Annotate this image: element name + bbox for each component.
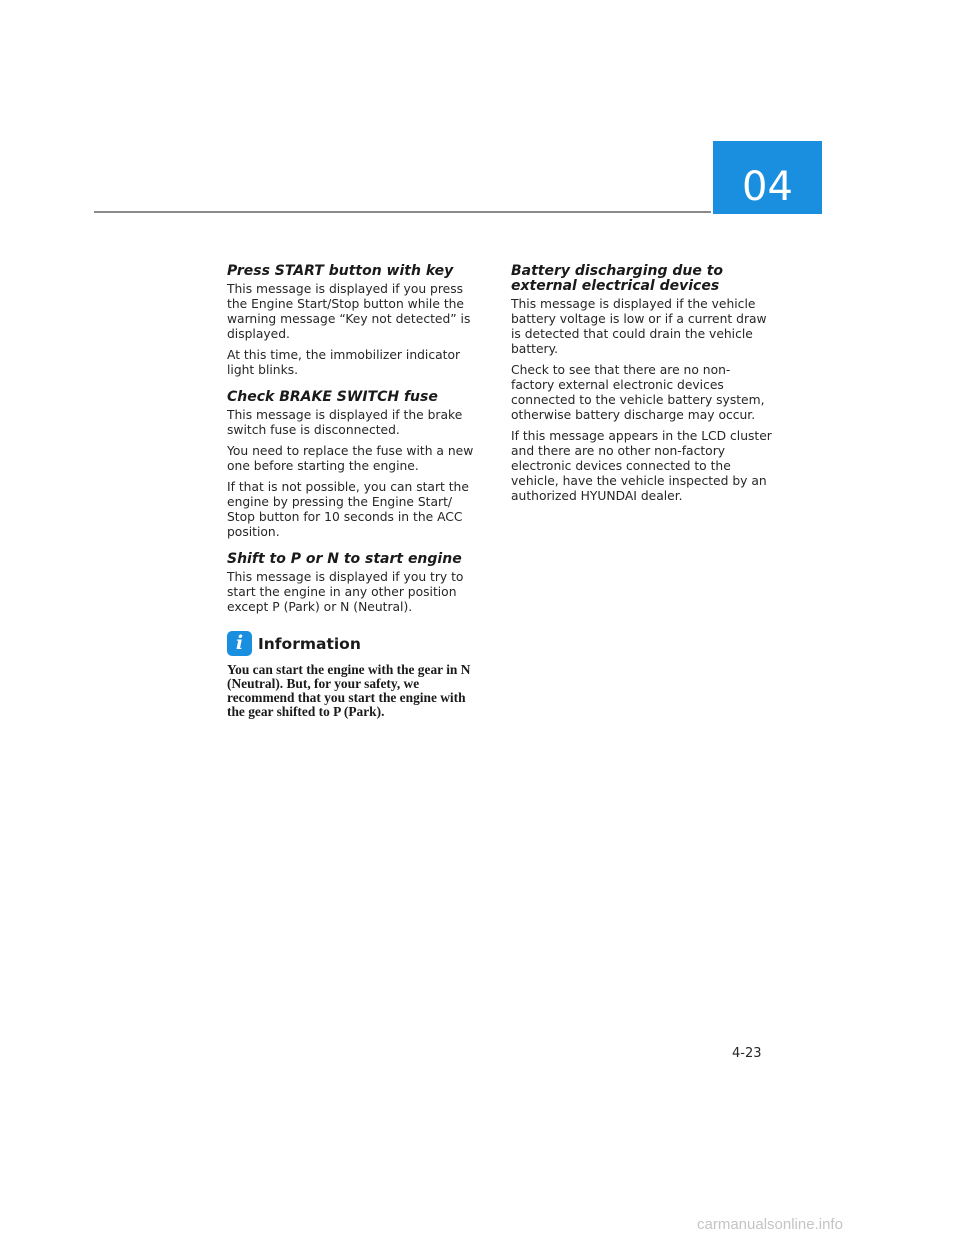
section-battery-discharging (511, 264, 773, 504)
section-shift-p-n (227, 552, 483, 615)
paragraph: This message is displayed if you press the Engine Start/Stop button while the warning message “Key not detected” is displayed. (227, 282, 471, 341)
paragraph: Check to see that there are no non-factory external electronic devices connected to the vehicle battery system, otherwise battery discharge may occur. (511, 363, 765, 422)
information-text: You can start the engine with the gear in N (Neutral). But, for your safety, we recommend that you start the engine with the gear shifted to P (Park). (227, 662, 471, 719)
section-press-start (227, 264, 483, 378)
information-box (227, 631, 483, 719)
section-heading: Battery discharging due to external electrical devices (511, 263, 724, 294)
paragraph: This message is displayed if the vehicle battery voltage is low or if a current draw is detected that could drain the vehicle battery. (511, 297, 767, 356)
section-heading: Check BRAKE SWITCH fuse (227, 389, 438, 405)
paragraph: If that is not possible, you can start the engine by pressing the Engine Start/ Stop button for 10 seconds in the ACC position. (227, 480, 469, 539)
section-heading: Press START button with key (227, 263, 454, 279)
paragraph: This message is displayed if the brake switch fuse is disconnected. (227, 408, 463, 437)
chapter-number: 04 (742, 164, 793, 210)
watermark[interactable]: carmanualsonline.info (697, 1216, 843, 1233)
section-brake-switch (227, 390, 483, 540)
right-column (511, 264, 773, 516)
info-icon: i (227, 631, 252, 656)
header-divider (94, 211, 711, 213)
paragraph: This message is displayed if you try to start the engine in any other position except P (Park) or N (Neutral). (227, 570, 464, 614)
page-number: 4-23 (732, 1046, 762, 1061)
paragraph: At this time, the immobilizer indicator light blinks. (227, 348, 461, 377)
paragraph: You need to replace the fuse with a new one before starting the engine. (227, 444, 474, 473)
information-header (227, 631, 483, 656)
information-title: Information (258, 634, 361, 653)
paragraph: If this message appears in the LCD cluster and there are no other non-factory electronic devices connected to the vehicle, have the vehicle inspected by an authorized HYUNDAI dealer. (511, 429, 772, 503)
left-column (227, 264, 483, 719)
section-heading: Shift to P or N to start engine (227, 551, 462, 567)
chapter-tab (713, 141, 822, 214)
